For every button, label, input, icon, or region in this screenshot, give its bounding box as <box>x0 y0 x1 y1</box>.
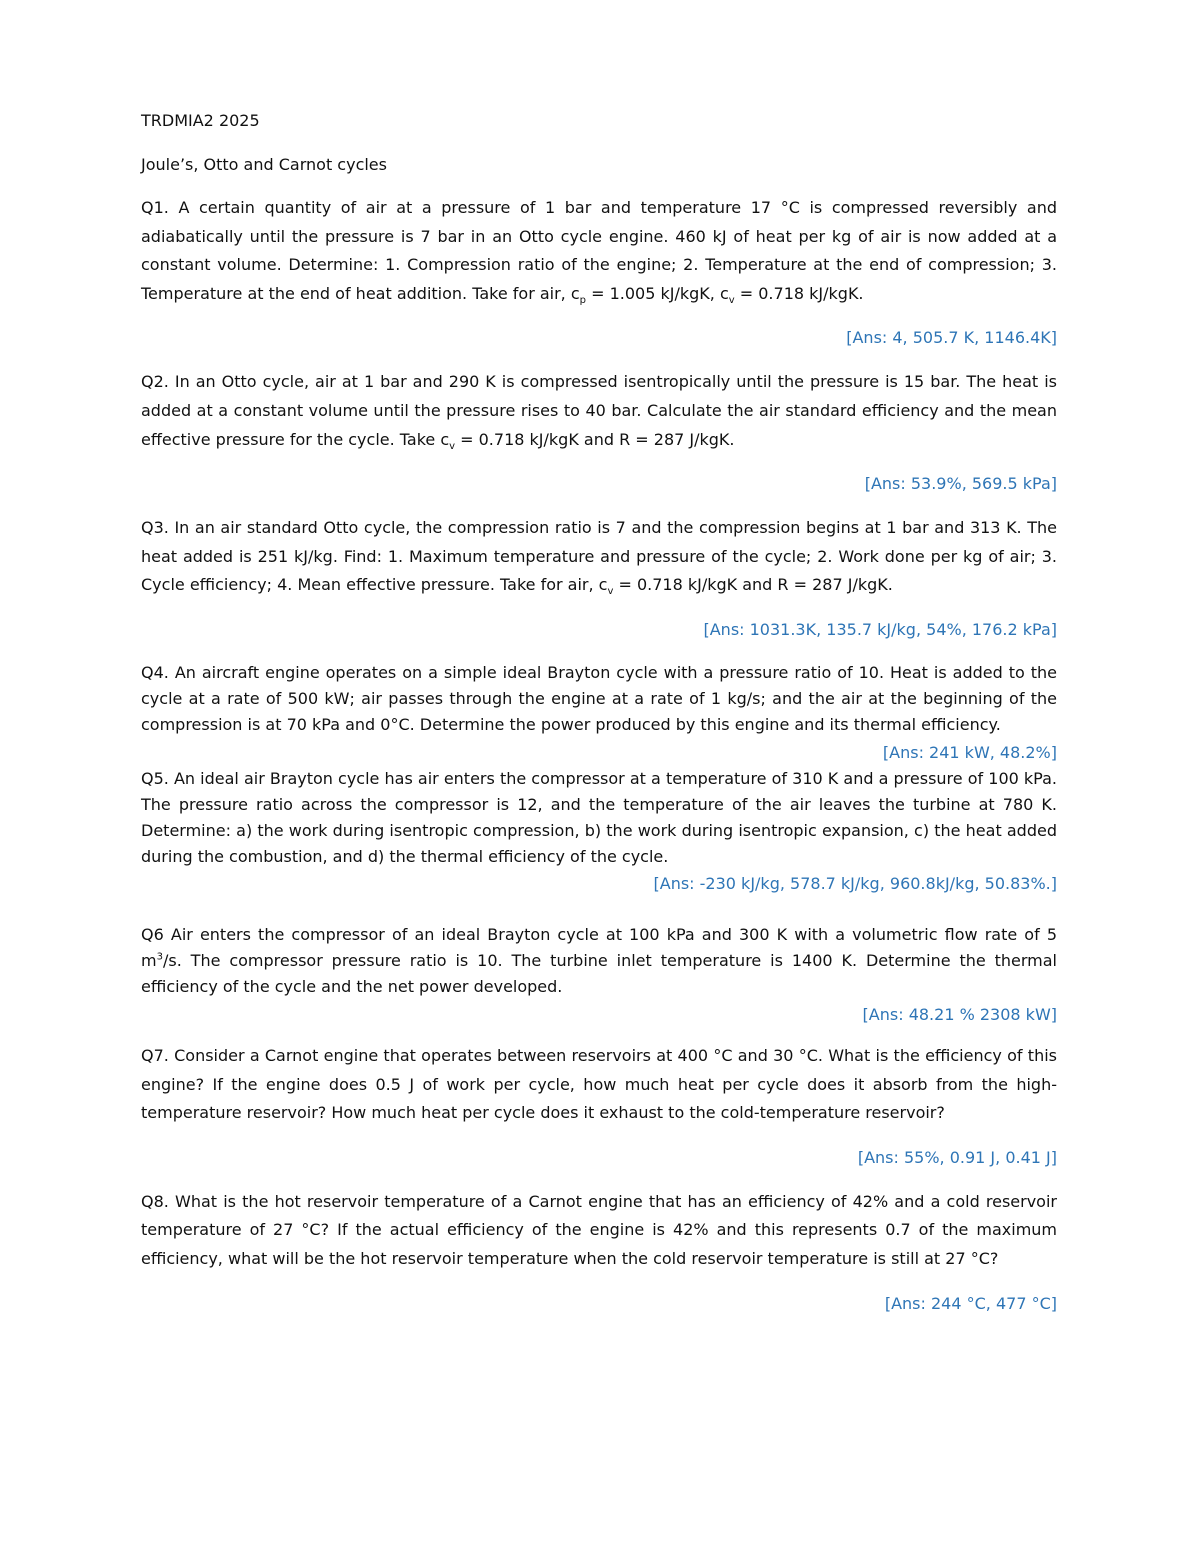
question-6-text-a: Q6 Air enters the compressor of an ideal Brayton cycle at 100 kPa and 300 K with a volumetric flow rate of 5 m <box>141 924 1057 970</box>
question-1-text-c: = 0.718 kJ/kgK. <box>734 283 864 303</box>
question-2-sub-a: v <box>449 440 456 452</box>
answer-1: [Ans: 4, 505.7 K, 1146.4K] <box>846 328 1057 348</box>
question-6 <box>141 922 1057 1000</box>
answer-2: [Ans: 53.9%, 569.5 kPa] <box>864 474 1057 494</box>
question-1-sub-b: v <box>728 294 735 306</box>
question-2 <box>141 368 1057 454</box>
question-7: Q7. Consider a Carnot engine that operates between reservoirs at 400 °C and 30 °C. What is the efficiency of this engine? If the engine does 0.5 J of work per cycle, how much heat per cycle does it absorb from the high-temperature reservoir? How much heat per cycle does it exhaust to the cold-temperature reservoir? <box>141 1045 1057 1123</box>
answer-8: [Ans: 244 °C, 477 °C] <box>884 1293 1057 1313</box>
question-2-text-a: Q2. In an Otto cycle, air at 1 bar and 290 K is compressed isentropically until the pressure is 15 bar. The heat is added at a constant volume until the pressure rises to 40 bar. Calculate the air standard efficiency and the mean effective pressure for the cycle. Take c <box>141 372 1057 449</box>
question-3-sub-a: v <box>607 586 614 598</box>
question-3 <box>141 514 1057 600</box>
question-1-text-b: = 1.005 kJ/kgK, c <box>586 283 729 303</box>
answer-5: [Ans: -230 kJ/kg, 578.7 kJ/kg, 960.8kJ/kg, 50.83%.] <box>653 873 1057 893</box>
answer-6: [Ans: 48.21 % 2308 kW] <box>862 1004 1057 1024</box>
question-5: Q5. An ideal air Brayton cycle has air enters the compressor at a temperature of 310 K and a pressure of 100 kPa. The pressure ratio across the compressor is 12, and the temperature of the air leaves the turbine at 780 K. Determine: a) the work during isentropic compression, b) the work during isentropic expansion, c) the heat added during the combustion, and d) the thermal efficiency of the cycle. <box>141 768 1057 866</box>
question-2-text-b: = 0.718 kJ/kgK and R = 287 J/kgK. <box>455 429 735 449</box>
question-1-sub-a: p <box>579 294 587 306</box>
course-code: TRDMIA2 2025 <box>141 111 260 130</box>
answer-7: [Ans: 55%, 0.91 J, 0.41 J] <box>857 1147 1057 1167</box>
question-6-sup-a: 3 <box>156 951 163 963</box>
question-6-text-b: /s. The compressor pressure ratio is 10. The turbine inlet temperature is 1400 K. Determine the thermal efficiency of the cycle and the net power developed. <box>141 950 1057 996</box>
question-4: Q4. An aircraft engine operates on a simple ideal Brayton cycle with a pressure ratio of 10. Heat is added to the cycle at a rate of 500 kW; air passes through the engine at a rate of 1 kg/s; and the air at the beginning of the compression is at 70 kPa and 0°C. Determine the power produced by this engine and its thermal efficiency. <box>141 662 1057 734</box>
answer-3: [Ans: 1031.3K, 135.7 kJ/kg, 54%, 176.2 kPa] <box>703 619 1057 639</box>
question-3-text-a: Q3. In an air standard Otto cycle, the compression ratio is 7 and the compression begins at 1 bar and 313 K. The heat added is 251 kJ/kg. Find: 1. Maximum temperature and pressure of the cycle; 2. Work done per kg of air; 3. Cycle efficiency; 4. Mean effective pressure. Take for air, c <box>141 518 1057 595</box>
question-1 <box>141 194 1057 308</box>
document-page <box>141 96 1057 1318</box>
topic-title: Joule’s, Otto and Carnot cycles <box>141 155 387 174</box>
question-8: Q8. What is the hot reservoir temperature of a Carnot engine that has an efficiency of 42% and a cold reservoir temperature of 27 °C? If the actual efficiency of the engine is 42% and this represents 0.7 of the maximum efficiency, what will be the hot reservoir temperature when the cold reservoir temperature is still at 27 °C? <box>141 1191 1057 1268</box>
question-3-text-b: = 0.718 kJ/kgK and R = 287 J/kgK. <box>613 575 893 595</box>
answer-4: [Ans: 241 kW, 48.2%] <box>882 742 1057 762</box>
question-1-text-a: Q1. A certain quantity of air at a pressure of 1 bar and temperature 17 °C is compressed reversibly and adiabatically until the pressure is 7 bar in an Otto cycle engine. 460 kJ of heat per kg of air is now added at a constant volume. Determine: 1. Compression ratio of the engine; 2. Temperature at the end of compression; 3. Temperature at the end of heat addition. Take for air, c <box>141 198 1057 303</box>
